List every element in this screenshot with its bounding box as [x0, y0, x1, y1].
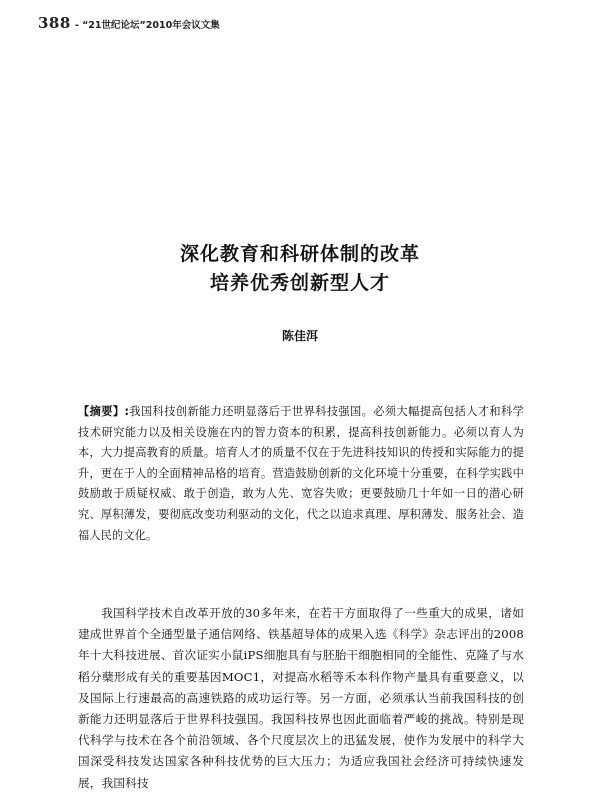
author-name: 陈佳洱	[281, 329, 318, 343]
abstract-label: 【摘要】:	[78, 405, 130, 418]
page-number: 388	[38, 14, 71, 32]
article-title	[0, 240, 600, 298]
abstract	[78, 402, 524, 546]
body-paragraph: 我国科学技术自改革开放的30多年来，在若干方面取得了一些重大的成果，诸如建成世界首个全通型量子通信网络、铁基超导体的成果入选《科学》杂志评出的2008年十大科技进展、首次证实小鼠iPS细胞具有与胚胎干细胞相同的全能性、克隆了与水稻分蘖形成有关的重要基因MOC1，对提高水稻等禾本科作物产量具有重要意义，以及国际上行速最高的高速铁路的成功运行等。另一方面，必须承认当前我国科技的创新能力还明显落后于世界科技强国。我国科技界也因此面临着严峻的挑战。特别是现代科学与技术在各个前沿领域、各个尺度层次上的迅猛发展，使作为发展中的科学大国深受科技发达国家各种科技优势的巨大压力；为适应我国社会经济可持续快速发展，我国科技	[78, 606, 524, 790]
title-line-2: 培养优秀创新型人才	[209, 272, 390, 294]
title-line-1: 深化教育和科研体制的改革	[179, 243, 420, 265]
abstract-text: 我国科技创新能力还明显落后于世界科技强国。必须大幅提高包括人才和科学技术研究能力以及相关设施在内的智力资本的积累，提高科技创新能力。必须以育人为本，大力提高教育的质量。培育人才的质量不仅在于先进科技知识的传授和实际能力的提升，更在于人的全面精神品格的培育。营造鼓励创新的文化环境十分重要，在科学实践中鼓励敢于质疑权威、敢于创造，敢为人先、宽容失败；更要鼓励几十年如一日的潜心研究、厚积薄发，要彻底改变功利驱动的文化，代之以追求真理、厚积薄发、服务社会、造福人民的文化。	[78, 405, 524, 542]
page-header	[38, 14, 220, 32]
running-head: - “21世纪论坛”2010年会议文集	[74, 20, 220, 31]
